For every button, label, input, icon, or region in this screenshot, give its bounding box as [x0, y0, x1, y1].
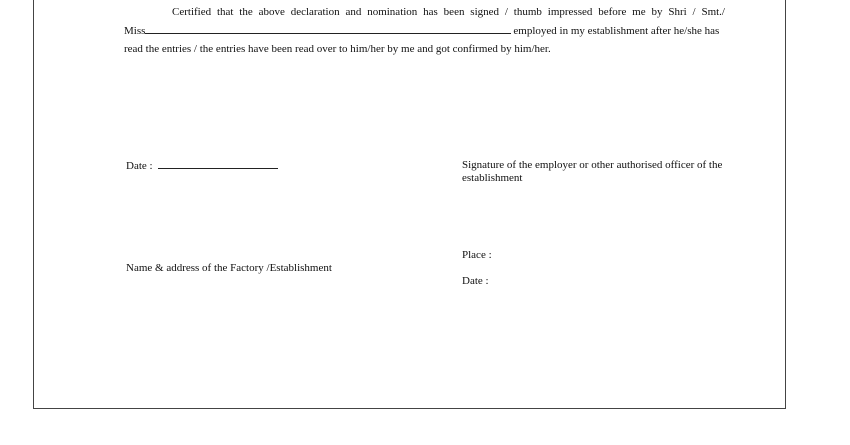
certification-line-1: Certified that the above declaration and nomination has been signed / thumb impressed before me by Shri / Smt./ — [172, 6, 725, 18]
certification-line-3: read the entries / the entries have been read over to him/her by me and got confirmed by him/her. — [124, 43, 551, 55]
form-border — [33, 0, 786, 409]
date-label-right: Date : — [462, 275, 489, 287]
place-label: Place : — [462, 249, 492, 261]
signature-label-line-2: establishment — [462, 172, 523, 184]
certification-employed-text: employed in my establishment after he/she has — [513, 25, 720, 37]
certification-line-2 — [124, 23, 725, 38]
factory-address-label: Name & address of the Factory /Establishment — [126, 262, 332, 274]
date-label-left: Date : — [126, 160, 153, 172]
signature-label-line-1: Signature of the employer or other authorised officer of the — [462, 159, 723, 171]
date-field-left[interactable] — [158, 158, 278, 169]
certification-miss-label: Miss — [124, 25, 146, 37]
date-row-left — [126, 158, 278, 173]
employee-name-field[interactable] — [145, 23, 511, 34]
